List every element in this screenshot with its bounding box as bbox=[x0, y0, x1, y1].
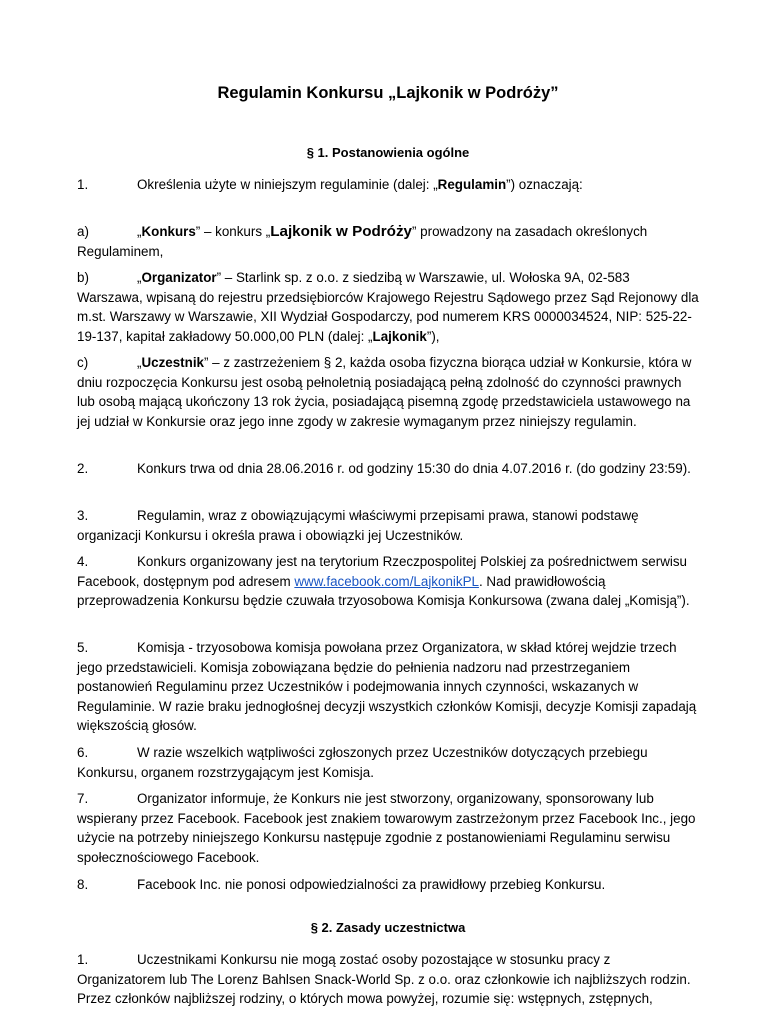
paragraph-1-2 bbox=[77, 459, 699, 479]
paragraph-number: 4. bbox=[77, 554, 89, 569]
quote-mark: „ bbox=[137, 270, 142, 285]
paragraph-2-1 bbox=[77, 950, 699, 1009]
quote-mark: „ bbox=[137, 355, 142, 370]
document-title: Regulamin Konkursu „Lajkonik w Podróży” bbox=[217, 84, 559, 102]
paragraph-1-6 bbox=[77, 743, 699, 782]
paragraph-number: 3. bbox=[77, 508, 89, 523]
paragraph-number: 1. bbox=[77, 177, 89, 192]
paragraph-1-7 bbox=[77, 789, 699, 867]
paragraph-1-1 bbox=[77, 175, 699, 195]
facebook-link[interactable]: www.facebook.com/LajkonikPL bbox=[294, 573, 479, 589]
paragraph-text: Konkurs trwa od dnia 28.06.2016 r. od godziny 15:30 do dnia 4.07.2016 r. (do godziny 23:59). bbox=[137, 461, 691, 476]
paragraph-1-8 bbox=[77, 875, 699, 895]
paragraph-text: . Nad prawidłowością przeprowadzenia Konkursu będzie czuwała trzyosobowa Komisja Konkursowa (zwana dalej „Komisją”). bbox=[77, 573, 690, 609]
term-organizator: Organizator bbox=[141, 270, 217, 285]
section-1-title: § 1. Postanowienia ogólne bbox=[306, 145, 470, 160]
quote-mark: „ bbox=[137, 224, 142, 239]
paragraph-text: W razie wszelkich wątpliwości zgłoszonych przez Uczestników dotyczących przebiegu Konkursu, organem rozstrzygającym jest Komisja. bbox=[77, 745, 648, 780]
paragraph-text: ”), bbox=[426, 328, 440, 344]
section-2-title: § 2. Zasady uczestnictwa bbox=[310, 920, 466, 935]
paragraph-text: Uczestnikami Konkursu nie mogą zostać osoby pozostające w stosunku pracy z Organizatorem lub The Lorenz Bahlsen Snack-World Sp. z o.o. oraz członkowie ich najbliższych rodzin. Przez członków najbliższej rodziny, o których mowa powyżej, rozumie się: wstępnych, zstępnych, bbox=[77, 952, 691, 1007]
contest-name: Lajkonik w Podróży bbox=[270, 223, 412, 240]
term-uczestnik: Uczestnik bbox=[141, 355, 204, 370]
term-regulamin: Regulamin bbox=[437, 177, 507, 192]
paragraph-1-4 bbox=[77, 552, 699, 611]
paragraph-number: a) bbox=[77, 224, 89, 239]
term-konkurs: Konkurs bbox=[141, 224, 196, 239]
paragraph-number: c) bbox=[77, 355, 89, 370]
paragraph-text: Organizator informuje, że Konkurs nie jest stworzony, organizowany, sponsorowany lub wspierany przez Facebook. Facebook jest znakiem towarowym zastrzeżonym przez Facebook Inc., jego użycie na potrzeby niniejszego Konkursu następuje zgodnie z postanowieniami Regulaminu serwisu społecznościowego Facebook. bbox=[77, 791, 696, 865]
paragraph-1-c bbox=[77, 353, 699, 431]
paragraph-text: Określenia użyte w niniejszym regulaminie (dalej: „ bbox=[137, 177, 438, 192]
paragraph-number: 8. bbox=[77, 877, 89, 892]
paragraph-number: 7. bbox=[77, 791, 89, 806]
paragraph-text: Regulamin, wraz z obowiązującymi właściwymi przepisami prawa, stanowi podstawę organizacji Konkursu i określa prawa i obowiązki jej Uczestników. bbox=[77, 508, 639, 543]
paragraph-1-a bbox=[77, 222, 699, 261]
paragraph-text: ” prowadzony na zasadach określonych Regulaminem, bbox=[77, 224, 648, 259]
paragraph-number: 2. bbox=[77, 461, 89, 476]
paragraph-text: Komisja - trzyosobowa komisja powołana przez Organizatora, w skład której wejdzie trzech jego przedstawicieli. Komisja zobowiązana będzie do pełnienia nadzoru nad przestrzeganiem postanowień Regulaminu przez Uczestników i podejmowania innych czynności, wskazanych w Regulaminie. W razie braku jednogłośnej decyzji wszystkich członków Komisji, decyzje Komisji zapadają większością głosów. bbox=[77, 640, 697, 734]
paragraph-text: ” – z zastrzeżeniem § 2, każda osoba fizyczna biorąca udział w Konkursie, która w dniu rozpoczęcia Konkursu jest osobą pełnoletnią posiadającą pełną zdolność do czynności prawnych lub osobą mającą ukończony 13 rok życia, posiadającą pisemną zgodę przedstawiciela ustawowego na jej udział w Konkursie oraz jego inne zgody w zakresie wymaganym przez niniejszy regulamin. bbox=[77, 355, 692, 429]
paragraph-text: Konkurs organizowany jest na terytorium Rzeczpospolitej Polskiej za pośrednictwem serwisu Facebook, dostępnym pod adresem bbox=[77, 554, 687, 589]
paragraph-number: 6. bbox=[77, 745, 89, 760]
paragraph-1-5 bbox=[77, 638, 699, 736]
paragraph-number: b) bbox=[77, 270, 89, 285]
paragraph-1-3 bbox=[77, 506, 699, 545]
paragraph-text: ” – konkurs „ bbox=[195, 224, 271, 239]
paragraph-number: 5. bbox=[77, 640, 89, 655]
paragraph-text: ” – Starlink sp. z o.o. z siedzibą w Warszawie, ul. Wołoska 9A, 02-583 Warszawa, wpisaną do rejestru przedsiębiorców Krajowego Rejestru Sądowego przez Sąd Rejonowy dla m.st. Warszawy w Warszawie, XII Wydział Gospodarczy, pod numerem KRS 0000034524, NIP: 525-22-19-137, kapitał zakładowy 50.000,00 PLN (dalej: „ bbox=[77, 270, 699, 344]
paragraph-text: Facebook Inc. nie ponosi odpowiedzialności za prawidłowy przebieg Konkursu. bbox=[137, 877, 606, 892]
paragraph-number: 1. bbox=[77, 952, 89, 967]
paragraph-text: ”) oznaczają: bbox=[506, 177, 583, 192]
term-lajkonik: Lajkonik bbox=[372, 328, 427, 344]
paragraph-1-b bbox=[77, 268, 699, 346]
